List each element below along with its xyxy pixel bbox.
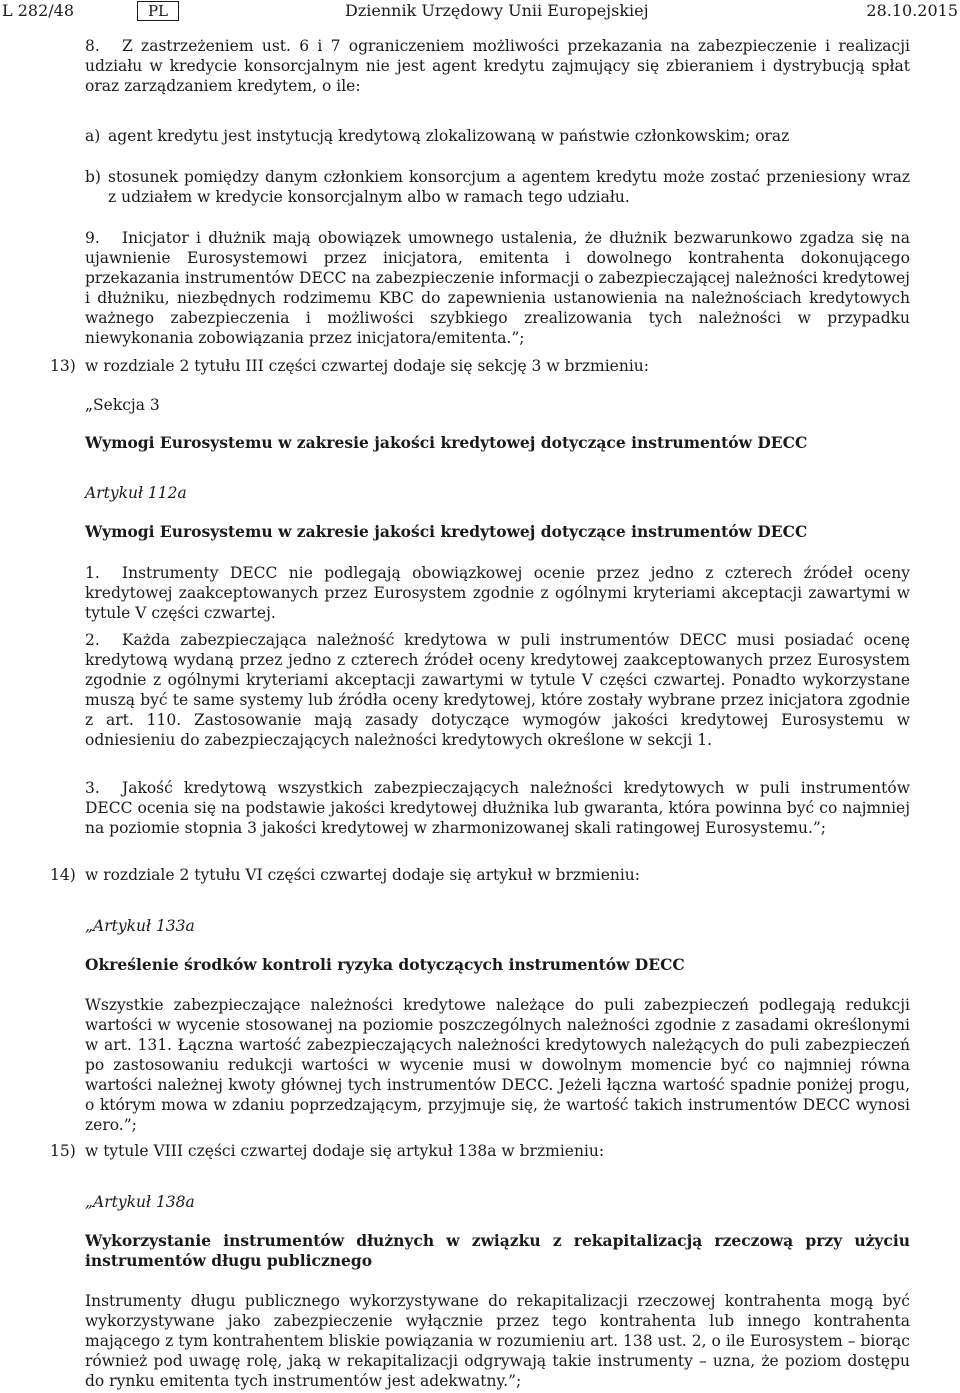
list-marker: a): [85, 127, 101, 145]
article-heading: „Artykuł 133a: [85, 917, 195, 935]
amendment-number: 13): [50, 357, 76, 375]
list-item-b: stosunek pomiędzy danym członkiem konsorcjum a agentem kredytu może zostać przeniesiony wraz z udziałem w kredycie konsorcjalnym albo w ramach tego udziału.: [108, 168, 910, 206]
article-133a-text: Wszystkie zabezpieczające należności kredytowe należące do puli zabezpieczeń podlegają redukcji wartości w wycenie stosowanej na poziomie poszczególnych należności zgodnie z zasadami określonymi w art. 131. Łączna wartość zabezpieczających należności kredytowych należących do puli zabezpieczeń po zastosowaniu redukcji wartości w wycenie musi w dowolnym momencie być co najmniej równa wartości należnej kwoty głównej tych instrumentów DECC. Jeżeli łączna wartość spadnie poniżej progu, o którym mowa w zdaniu poprzedzającym, przyjmuje się, że wartość takich instrumentów DECC wynosi zero.”;: [85, 996, 910, 1134]
amendment-number: 15): [50, 1142, 76, 1160]
article-112a-paragraph-2: Każda zabezpieczająca należność kredytowa w puli instrumentów DECC musi posiadać ocenę kredytową wydaną przez jedno z czterech źródeł oceny kredytowej zaakceptowanych przez Eurosystem zgodnie z ogólnymi kryteriami akceptacji zawartymi w tytule V części czwartej. Ponadto wykorzystane muszą być te same systemy lub źródła oceny kredytowej, które zostały wybrane przez inicjatora zgodnie z art. 110. Zastosowanie mają zasady dotyczące wymogów jakości kredytowej Eurosystemu w odniesieniu do zabezpieczających należności kredytowych określone w sekcji 1.: [85, 631, 910, 749]
language-badge: PL: [137, 1, 179, 21]
article-title: Określenie środków kontroli ryzyka dotyczących instrumentów DECC: [85, 955, 685, 974]
amendment-14-text: w rozdziale 2 tytułu VI części czwartej dodaje się artykuł w brzmieniu:: [85, 866, 641, 884]
paragraph-number: 2.: [85, 631, 100, 649]
list-item-a: agent kredytu jest instytucją kredytową zlokalizowaną w państwie członkowskim; oraz: [108, 127, 790, 145]
publication-date: 28.10.2015: [866, 1, 958, 20]
paragraph-8: Z zastrzeżeniem ust. 6 i 7 ograniczeniem możliwości przekazania na zabezpieczenie i realizacji udziału w kredycie konsorcjalnym nie jest agent kredytu zajmujący się zbieraniem i dystrybucją spłat oraz zarządzaniem kredytem, o ile:: [85, 37, 910, 95]
page-header: [0, 0, 960, 24]
page-reference: L 282/48: [2, 1, 74, 20]
article-heading: „Artykuł 138a: [85, 1193, 195, 1211]
paragraph-number: 3.: [85, 779, 100, 797]
journal-title: Dziennik Urzędowy Unii Europejskiej: [345, 1, 649, 20]
section-title: Wymogi Eurosystemu w zakresie jakości kredytowej dotyczące instrumentów DECC: [85, 433, 808, 452]
amendment-15-text: w tytule VIII części czwartej dodaje się artykuł 138a w brzmieniu:: [85, 1142, 605, 1160]
section-heading: „Sekcja 3: [85, 396, 160, 414]
amendment-13-text: w rozdziale 2 tytułu III części czwartej dodaje się sekcję 3 w brzmieniu:: [85, 357, 649, 375]
article-title: Wykorzystanie instrumentów dłużnych w związku z rekapitalizacją rzeczową przy użyciu instrumentów długu publicznego: [85, 1231, 910, 1270]
amendment-number: 14): [50, 866, 76, 884]
article-title: Wymogi Eurosystemu w zakresie jakości kredytowej dotyczące instrumentów DECC: [85, 522, 808, 541]
list-marker: b): [85, 168, 101, 186]
paragraph-number: 1.: [85, 564, 100, 582]
article-138a-text: Instrumenty długu publicznego wykorzystywane do rekapitalizacji rzeczowej kontrahenta mogą być wykorzystywane jako zabezpieczenie wyłącznie przez tego kontrahenta lub innego kontrahenta mającego z tym kontrahentem bliskie powiązania w rozumieniu art. 138 ust. 2, o ile Eurosystem – biorąc również pod uwagę rolę, jaką w rekapitalizacji odgrywają takie instrumenty – uzna, że poziom dostępu do rynku emitenta tych instrumentów jest adekwatny.”;: [85, 1292, 910, 1390]
paragraph-number: 8.: [85, 37, 100, 55]
article-heading: Artykuł 112a: [85, 484, 187, 502]
article-112a-paragraph-3: Jakość kredytową wszystkich zabezpieczających należności kredytowych w puli instrumentów DECC ocenia się na podstawie jakości kredytowej dłużnika lub gwaranta, która powinna być co najmniej na poziomie stopnia 3 jakości kredytowej w zharmonizowanej skali ratingowej Eurosystemu.”;: [85, 779, 910, 837]
paragraph-9: Inicjator i dłużnik mają obowiązek umownego ustalenia, że dłużnik bezwarunkowo zgadza się na ujawnienie Eurosystemowi przez inicjatora, emitenta i dowolnego kontrahenta dokonującego przekazania instrumentów DECC na zabezpieczenie informacji o zabezpieczającej należności kredytowej i dłużniku, niezbędnych rodzimemu KBC do zapewnienia ustanowienia na należnościach kredytowych ważnego zabezpieczenia i możliwości szybkiego zrealizowania tych należności w przypadku niewykonania zobowiązania przez inicjatora/emitenta.”;: [85, 229, 910, 347]
paragraph-number: 9.: [85, 229, 100, 247]
article-112a-paragraph-1: Instrumenty DECC nie podlegają obowiązkowej ocenie przez jedno z czterech źródeł oceny kredytowej zaakceptowanych przez Eurosystem zgodnie z ogólnymi kryteriami akceptacji zawartymi w tytule V części czwartej.: [85, 564, 910, 622]
